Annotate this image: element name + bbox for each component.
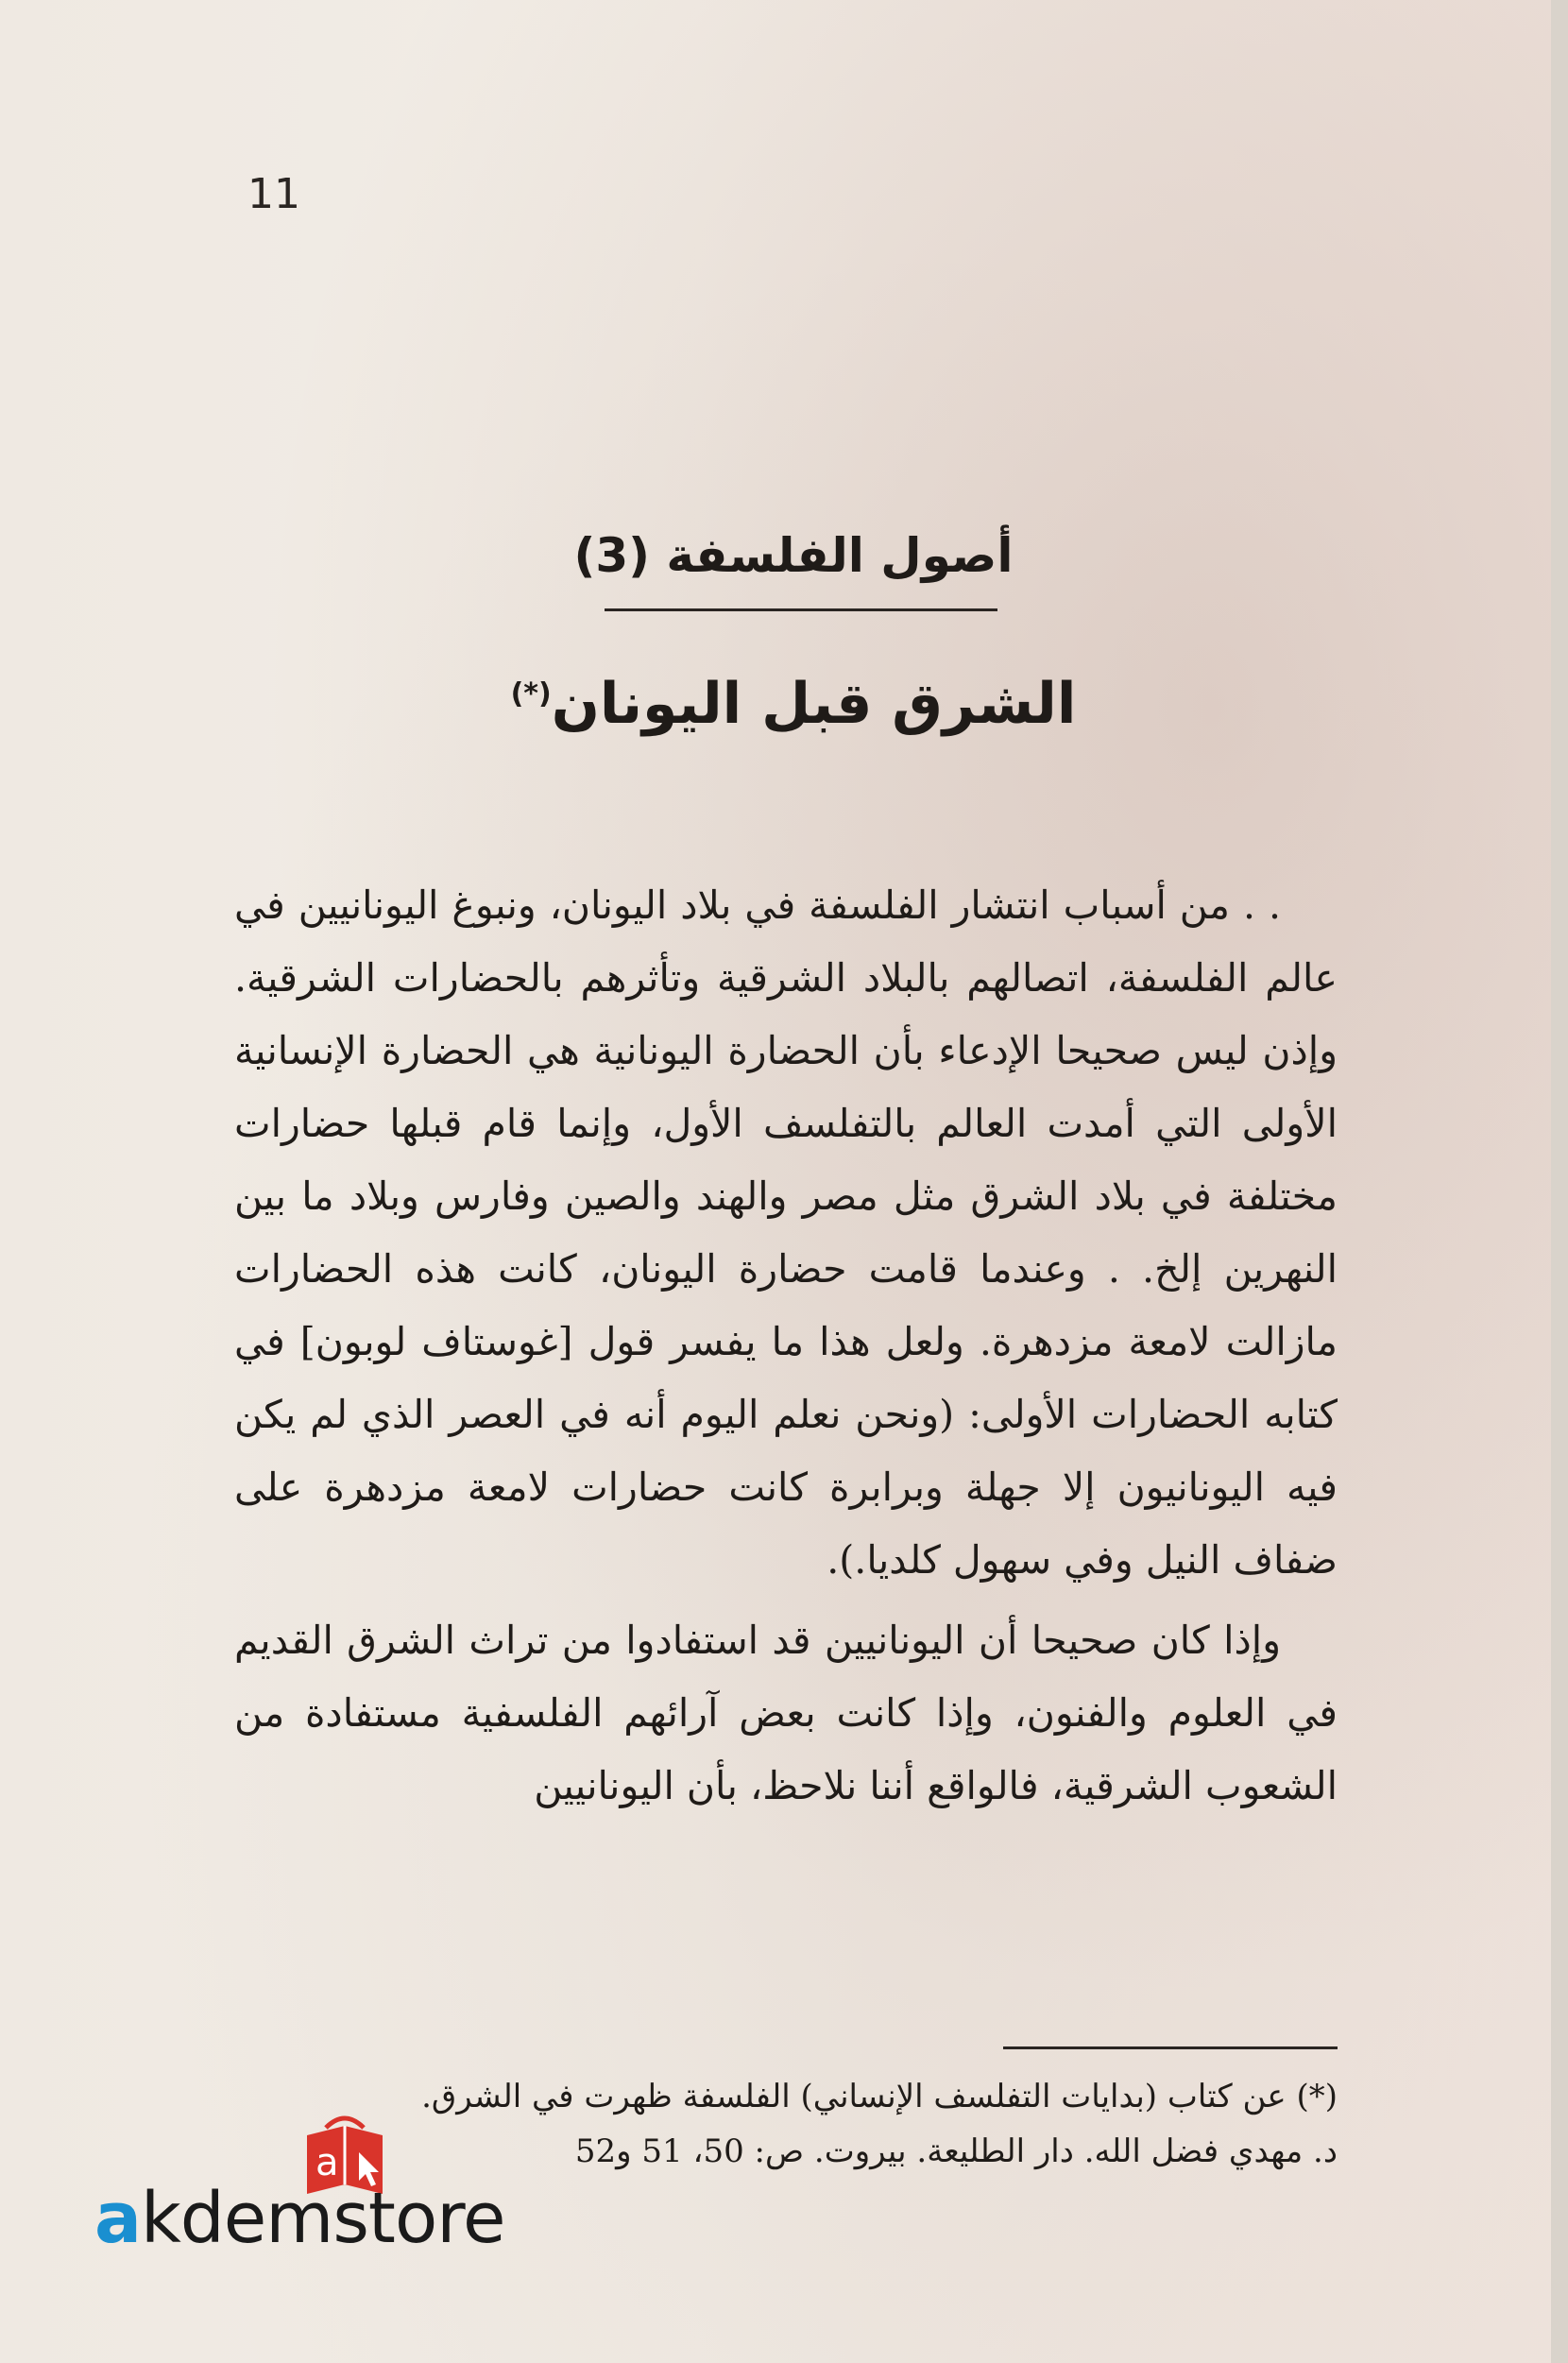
brand-a: a bbox=[94, 2178, 141, 2259]
watermark-logo bbox=[94, 2107, 586, 2259]
footnote-line: (*) عن كتاب (بدايات التفلسف الإنساني) الفلسفة ظهرت في الشرق. bbox=[421, 2078, 1338, 2115]
footnote-divider bbox=[1003, 2046, 1338, 2049]
paragraph: وإذا كان صحيحا أن اليونانيين قد استفادوا من تراث الشرق القديم في العلوم والفنون، وإذا كانت بعض آرائهم الفلسفية مستفادة من الشعوب الشرقية، فالواقع أننا نلاحظ، بأن اليونانيين bbox=[234, 1618, 1338, 1808]
footnote-line: د. مهدي فضل الله. دار الطليعة. بيروت. ص: 50، 51 و52 bbox=[574, 2132, 1338, 2170]
footnote-marker: (*) bbox=[510, 677, 552, 711]
body-text bbox=[234, 869, 1338, 1830]
svg-text:a: a bbox=[315, 2141, 339, 2184]
page-number: 11 bbox=[247, 170, 300, 218]
chapter-title: أصول الفلسفة (3) bbox=[573, 528, 1014, 583]
title-divider bbox=[605, 608, 997, 611]
brand-rest: kdemstore bbox=[140, 2178, 505, 2259]
section-title-text: الشرق قبل اليونان bbox=[551, 671, 1077, 737]
paragraph: . . من أسباب انتشار الفلسفة في بلاد اليونان، ونبوغ اليونانيين في عالم الفلسفة، اتصالهم بالبلاد الشرقية وتأثرهم بالحضارات الشرقية. وإذن ليس صحيحا الإدعاء بأن الحضارة اليونانية هي الحضارة الإنسانية الأولى التي أمدت العالم بالتفلسف الأول، وإنما قام قبلها حضارات مختلفة في بلاد الشرق مثل مصر والهند والصين وفارس وبلاد ما بين النهرين إلخ. . وعندما قامت حضارة اليونان، كانت هذه الحضارات مازالت لامعة مزدهرة. ولعل هذا ما يفسر قول [غوستاف لوبون] في كتابه الحضارات الأولى: (ونحن نعلم اليوم أنه في العصر الذي لم يكن فيه اليونانيون إلا جهلة وبرابرة كانت حضارات لامعة مزدهرة على ضفاف النيل وفي سهول كلديا.). bbox=[234, 882, 1338, 1583]
section-title bbox=[416, 652, 1171, 746]
brand-text bbox=[94, 2178, 505, 2259]
